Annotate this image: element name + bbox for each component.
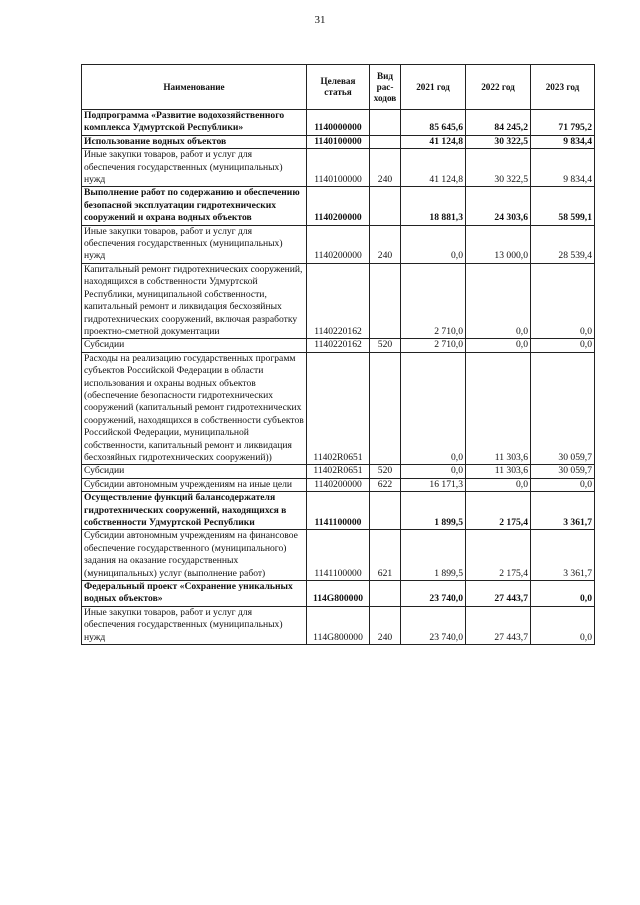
header-type: Вид рас-ходов — [370, 65, 401, 110]
cell-name: Иные закупки товаров, работ и услуг для обеспечения государственных (муниципальных) нужд — [82, 149, 307, 187]
cell-code: 11402R0651 — [307, 465, 370, 478]
cell-y2023: 0,0 — [531, 581, 595, 607]
header-code: Целевая статья — [307, 65, 370, 110]
cell-type — [370, 263, 401, 338]
table-header-row — [82, 65, 595, 110]
cell-name: Субсидии — [82, 339, 307, 352]
cell-y2021: 41 124,8 — [401, 135, 466, 148]
table-row — [82, 187, 595, 225]
cell-type — [370, 352, 401, 465]
cell-type: 621 — [370, 530, 401, 581]
cell-code: 1141100000 — [307, 530, 370, 581]
cell-name: Использование водных объектов — [82, 135, 307, 148]
cell-type: 622 — [370, 478, 401, 491]
cell-name: Федеральный проект «Сохранение уникальных водных объектов» — [82, 581, 307, 607]
table-row — [82, 581, 595, 607]
header-2022: 2022 год — [466, 65, 531, 110]
cell-type: 240 — [370, 606, 401, 644]
cell-code: 1140100000 — [307, 135, 370, 148]
cell-code: 114G800000 — [307, 581, 370, 607]
cell-type — [370, 492, 401, 530]
header-name: Наименование — [82, 65, 307, 110]
table-row — [82, 225, 595, 263]
cell-type: 240 — [370, 225, 401, 263]
cell-y2021: 1 899,5 — [401, 492, 466, 530]
table-row — [82, 465, 595, 478]
cell-code: 1140220162 — [307, 339, 370, 352]
cell-name: Выполнение работ по содержанию и обеспечению безопасной эксплуатации гидротехнических сооружений и охрана водных объектов — [82, 187, 307, 225]
table-row — [82, 110, 595, 136]
cell-y2022: 30 322,5 — [466, 135, 531, 148]
cell-y2021: 2 710,0 — [401, 263, 466, 338]
cell-code: 11402R0651 — [307, 352, 370, 465]
cell-name: Подпрограмма «Развитие водохозяйственного комплекса Удмуртской Республики» — [82, 110, 307, 136]
cell-y2022: 2 175,4 — [466, 530, 531, 581]
cell-y2022: 84 245,2 — [466, 110, 531, 136]
cell-y2021: 23 740,0 — [401, 606, 466, 644]
cell-name: Осуществление функций балансодержателя гидротехнических сооружений, находящихся в собственности Удмуртской Республики — [82, 492, 307, 530]
cell-type — [370, 581, 401, 607]
cell-code: 1140220162 — [307, 263, 370, 338]
cell-y2023: 71 795,2 — [531, 110, 595, 136]
cell-y2023: 3 361,7 — [531, 492, 595, 530]
cell-y2021: 85 645,6 — [401, 110, 466, 136]
cell-y2021: 18 881,3 — [401, 187, 466, 225]
cell-y2022: 24 303,6 — [466, 187, 531, 225]
cell-y2023: 0,0 — [531, 478, 595, 491]
cell-type: 520 — [370, 465, 401, 478]
table-row — [82, 478, 595, 491]
cell-y2023: 3 361,7 — [531, 530, 595, 581]
cell-type: 520 — [370, 339, 401, 352]
cell-y2022: 11 303,6 — [466, 352, 531, 465]
cell-name: Субсидии автономным учреждениям на финансовое обеспечение государственного (муниципального) задания на оказание государственных (муниципальных) услуг (выполнение работ) — [82, 530, 307, 581]
cell-code: 1141100000 — [307, 492, 370, 530]
cell-y2022: 0,0 — [466, 263, 531, 338]
cell-name: Расходы на реализацию государственных программ субъектов Российской Федерации в области использования и охраны водных объектов (обеспечение безопасности гидротехнических сооружений (капитальный ремонт гидротехнических сооружений, находящихся в собственности субъектов Российской Федерации, муниципальной собственности, капитальный ремонт и ликвидация бесхозяйных гидротехнических сооружений)) — [82, 352, 307, 465]
table-row — [82, 135, 595, 148]
cell-type: 240 — [370, 149, 401, 187]
table-row — [82, 263, 595, 338]
cell-code: 114G800000 — [307, 606, 370, 644]
cell-code: 1140100000 — [307, 149, 370, 187]
cell-y2021: 41 124,8 — [401, 149, 466, 187]
cell-y2022: 30 322,5 — [466, 149, 531, 187]
cell-y2021: 2 710,0 — [401, 339, 466, 352]
table-row — [82, 606, 595, 644]
cell-name: Иные закупки товаров, работ и услуг для обеспечения государственных (муниципальных) нужд — [82, 606, 307, 644]
cell-y2023: 9 834,4 — [531, 149, 595, 187]
cell-y2021: 16 171,3 — [401, 478, 466, 491]
cell-y2023: 0,0 — [531, 339, 595, 352]
cell-y2021: 0,0 — [401, 352, 466, 465]
cell-y2022: 27 443,7 — [466, 581, 531, 607]
cell-name: Субсидии автономным учреждениям на иные цели — [82, 478, 307, 491]
table-row — [82, 339, 595, 352]
cell-y2022: 27 443,7 — [466, 606, 531, 644]
cell-y2021: 0,0 — [401, 225, 466, 263]
cell-name: Капитальный ремонт гидротехнических сооружений, находящихся в собственности Удмуртской Республики, муниципальной собственности, капитальный ремонт и ликвидация бесхозяйных гидротехнических сооружений, включая разработку проектно-сметной документации — [82, 263, 307, 338]
cell-name: Иные закупки товаров, работ и услуг для обеспечения государственных (муниципальных) нужд — [82, 225, 307, 263]
table-row — [82, 149, 595, 187]
cell-y2022: 13 000,0 — [466, 225, 531, 263]
cell-y2022: 2 175,4 — [466, 492, 531, 530]
table-row — [82, 352, 595, 465]
page-number: 31 — [314, 14, 326, 26]
cell-y2023: 58 599,1 — [531, 187, 595, 225]
cell-code: 1140200000 — [307, 478, 370, 491]
header-2023: 2023 год — [531, 65, 595, 110]
cell-y2023: 30 059,7 — [531, 352, 595, 465]
cell-code: 1140200000 — [307, 187, 370, 225]
cell-y2023: 0,0 — [531, 263, 595, 338]
cell-y2022: 11 303,6 — [466, 465, 531, 478]
cell-type — [370, 187, 401, 225]
table-row — [82, 492, 595, 530]
cell-code: 1140200000 — [307, 225, 370, 263]
cell-y2023: 9 834,4 — [531, 135, 595, 148]
budget-table — [81, 64, 595, 645]
table-body — [82, 110, 595, 645]
cell-y2022: 0,0 — [466, 478, 531, 491]
cell-y2023: 0,0 — [531, 606, 595, 644]
cell-name: Субсидии — [82, 465, 307, 478]
cell-y2021: 0,0 — [401, 465, 466, 478]
cell-y2023: 30 059,7 — [531, 465, 595, 478]
cell-type — [370, 110, 401, 136]
cell-type — [370, 135, 401, 148]
table-row — [82, 530, 595, 581]
cell-y2023: 28 539,4 — [531, 225, 595, 263]
cell-y2021: 23 740,0 — [401, 581, 466, 607]
header-2021: 2021 год — [401, 65, 466, 110]
cell-y2021: 1 899,5 — [401, 530, 466, 581]
cell-code: 1140000000 — [307, 110, 370, 136]
cell-y2022: 0,0 — [466, 339, 531, 352]
